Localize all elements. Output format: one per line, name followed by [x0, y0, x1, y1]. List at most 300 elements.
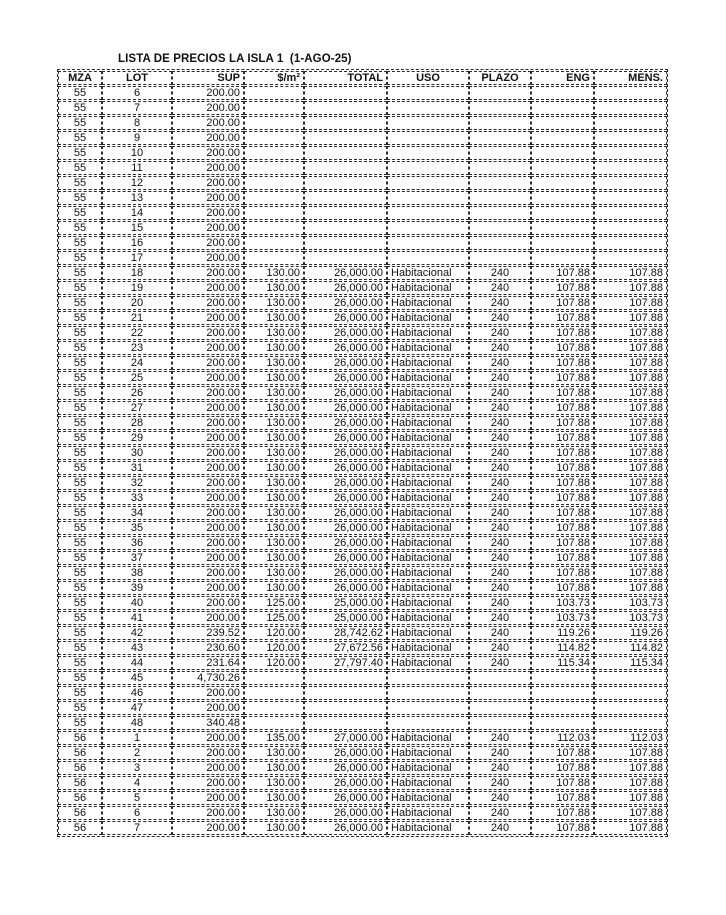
cell-sup: 200.00 [172, 326, 244, 340]
cell-lot: 2 [102, 746, 172, 760]
cell-plazo: 240 [469, 401, 531, 415]
cell-plazo: 240 [469, 311, 531, 325]
table-row [58, 806, 667, 820]
column-header-total: TOTAL [304, 71, 387, 85]
cell-plazo: 240 [469, 551, 531, 565]
cell-total [304, 236, 387, 250]
cell-pm2: 130.00 [244, 521, 304, 535]
cell-pm2: 130.00 [244, 506, 304, 520]
cell-uso: Habitacional [387, 356, 469, 370]
cell-plazo: 240 [469, 461, 531, 475]
cell-mens: 107.88 [594, 281, 667, 295]
cell-mens: 107.88 [594, 536, 667, 550]
cell-pm2: 130.00 [244, 581, 304, 595]
cell-eng: 107.88 [531, 581, 594, 595]
cell-pm2 [244, 701, 304, 715]
table-row [58, 716, 667, 730]
cell-eng [531, 716, 594, 730]
table-row [58, 731, 667, 745]
cell-total: 26,000.00 [304, 581, 387, 595]
cell-eng: 115.34 [531, 656, 594, 670]
cell-pm2: 130.00 [244, 431, 304, 445]
cell-uso: Habitacional [387, 386, 469, 400]
cell-pm2 [244, 671, 304, 685]
cell-eng: 107.88 [531, 386, 594, 400]
cell-sup: 200.00 [172, 701, 244, 715]
cell-eng: 107.88 [531, 536, 594, 550]
cell-mza: 56 [58, 731, 102, 745]
cell-plazo [469, 236, 531, 250]
cell-uso: Habitacional [387, 746, 469, 760]
cell-plazo: 240 [469, 386, 531, 400]
cell-sup: 200.00 [172, 566, 244, 580]
table-row [58, 671, 667, 685]
table-row [58, 521, 667, 535]
cell-sup: 230.60 [172, 641, 244, 655]
cell-mza: 55 [58, 131, 102, 145]
cell-plazo: 240 [469, 656, 531, 670]
cell-mza: 55 [58, 281, 102, 295]
cell-pm2: 130.00 [244, 566, 304, 580]
cell-plazo: 240 [469, 521, 531, 535]
cell-total: 27,672.56 [304, 641, 387, 655]
cell-total [304, 101, 387, 115]
cell-uso: Habitacional [387, 626, 469, 640]
cell-mens [594, 176, 667, 190]
cell-pm2 [244, 686, 304, 700]
cell-sup: 200.00 [172, 161, 244, 175]
cell-plazo: 240 [469, 596, 531, 610]
cell-plazo: 240 [469, 296, 531, 310]
cell-uso [387, 131, 469, 145]
column-header-eng: ENG [531, 71, 594, 85]
table-row [58, 461, 667, 475]
cell-lot: 33 [102, 491, 172, 505]
cell-pm2: 130.00 [244, 446, 304, 460]
cell-eng: 107.88 [531, 326, 594, 340]
cell-mza: 56 [58, 746, 102, 760]
cell-mens: 107.88 [594, 581, 667, 595]
cell-uso: Habitacional [387, 551, 469, 565]
cell-sup: 200.00 [172, 731, 244, 745]
cell-sup: 200.00 [172, 221, 244, 235]
cell-lot: 44 [102, 656, 172, 670]
cell-sup: 200.00 [172, 686, 244, 700]
cell-uso: Habitacional [387, 461, 469, 475]
cell-pm2: 130.00 [244, 791, 304, 805]
cell-total: 26,000.00 [304, 566, 387, 580]
price-list-table [57, 69, 668, 837]
cell-plazo: 240 [469, 626, 531, 640]
cell-plazo [469, 101, 531, 115]
table-row [58, 416, 667, 430]
cell-total [304, 251, 387, 265]
cell-sup: 200.00 [172, 581, 244, 595]
cell-mens: 107.88 [594, 326, 667, 340]
cell-mens: 107.88 [594, 416, 667, 430]
cell-plazo [469, 221, 531, 235]
cell-mza: 55 [58, 461, 102, 475]
column-header-lot: LOT [102, 71, 172, 85]
cell-uso [387, 101, 469, 115]
column-header-mens: MENS. [594, 71, 667, 85]
cell-mens: 107.88 [594, 266, 667, 280]
cell-mza: 55 [58, 596, 102, 610]
cell-sup: 200.00 [172, 596, 244, 610]
cell-mza: 55 [58, 671, 102, 685]
cell-plazo: 240 [469, 536, 531, 550]
cell-uso: Habitacional [387, 776, 469, 790]
cell-pm2: 130.00 [244, 761, 304, 775]
cell-eng [531, 236, 594, 250]
table-row [58, 281, 667, 295]
table-row [58, 221, 667, 235]
cell-mens [594, 701, 667, 715]
cell-mza: 56 [58, 806, 102, 820]
cell-mens: 107.88 [594, 386, 667, 400]
cell-total: 26,000.00 [304, 431, 387, 445]
cell-total: 26,000.00 [304, 311, 387, 325]
cell-lot: 29 [102, 431, 172, 445]
cell-pm2: 130.00 [244, 371, 304, 385]
cell-mens: 107.88 [594, 341, 667, 355]
cell-eng: 107.88 [531, 791, 594, 805]
cell-eng: 103.73 [531, 596, 594, 610]
table-row [58, 476, 667, 490]
cell-uso [387, 671, 469, 685]
cell-mens: 107.88 [594, 521, 667, 535]
cell-uso: Habitacional [387, 791, 469, 805]
cell-lot: 40 [102, 596, 172, 610]
cell-mza: 55 [58, 311, 102, 325]
cell-lot: 4 [102, 776, 172, 790]
cell-uso: Habitacional [387, 296, 469, 310]
cell-total: 26,000.00 [304, 776, 387, 790]
cell-mza: 55 [58, 206, 102, 220]
cell-total: 26,000.00 [304, 326, 387, 340]
cell-total: 26,000.00 [304, 281, 387, 295]
cell-pm2 [244, 221, 304, 235]
cell-sup: 200.00 [172, 296, 244, 310]
cell-pm2: 130.00 [244, 536, 304, 550]
cell-mza: 55 [58, 416, 102, 430]
cell-total [304, 176, 387, 190]
cell-pm2 [244, 176, 304, 190]
cell-total [304, 146, 387, 160]
cell-eng: 107.88 [531, 476, 594, 490]
cell-pm2: 130.00 [244, 356, 304, 370]
cell-eng: 107.88 [531, 461, 594, 475]
cell-mens: 103.73 [594, 596, 667, 610]
cell-eng: 107.88 [531, 551, 594, 565]
table-row [58, 401, 667, 415]
cell-uso: Habitacional [387, 446, 469, 460]
cell-lot: 27 [102, 401, 172, 415]
cell-mens: 103.73 [594, 611, 667, 625]
cell-lot: 41 [102, 611, 172, 625]
cell-pm2 [244, 161, 304, 175]
cell-lot: 18 [102, 266, 172, 280]
cell-plazo: 240 [469, 266, 531, 280]
cell-plazo: 240 [469, 791, 531, 805]
cell-mens: 107.88 [594, 311, 667, 325]
cell-plazo [469, 131, 531, 145]
cell-uso: Habitacional [387, 371, 469, 385]
cell-mza: 55 [58, 431, 102, 445]
cell-lot: 19 [102, 281, 172, 295]
cell-uso [387, 701, 469, 715]
cell-lot: 31 [102, 461, 172, 475]
cell-uso: Habitacional [387, 491, 469, 505]
cell-plazo: 240 [469, 746, 531, 760]
cell-lot: 42 [102, 626, 172, 640]
cell-mens [594, 116, 667, 130]
cell-eng: 107.88 [531, 746, 594, 760]
cell-sup: 200.00 [172, 416, 244, 430]
cell-sup: 200.00 [172, 806, 244, 820]
cell-eng: 107.88 [531, 296, 594, 310]
table-row [58, 506, 667, 520]
cell-mza: 55 [58, 296, 102, 310]
cell-pm2: 130.00 [244, 341, 304, 355]
cell-total [304, 131, 387, 145]
cell-lot: 26 [102, 386, 172, 400]
cell-sup: 200.00 [172, 551, 244, 565]
cell-pm2 [244, 716, 304, 730]
cell-uso: Habitacional [387, 806, 469, 820]
table-row [58, 446, 667, 460]
cell-uso: Habitacional [387, 266, 469, 280]
cell-lot: 12 [102, 176, 172, 190]
cell-pm2: 130.00 [244, 476, 304, 490]
cell-total: 28,742.62 [304, 626, 387, 640]
table-row [58, 116, 667, 130]
cell-total: 26,000.00 [304, 401, 387, 415]
cell-lot: 36 [102, 536, 172, 550]
cell-mza: 55 [58, 341, 102, 355]
cell-mens: 107.88 [594, 506, 667, 520]
cell-eng [531, 86, 594, 100]
cell-lot: 37 [102, 551, 172, 565]
cell-total: 26,000.00 [304, 536, 387, 550]
cell-total: 26,000.00 [304, 266, 387, 280]
cell-uso: Habitacional [387, 521, 469, 535]
table-row [58, 656, 667, 670]
cell-mens: 107.88 [594, 491, 667, 505]
cell-mza: 55 [58, 251, 102, 265]
cell-mens: 107.88 [594, 356, 667, 370]
table-row [58, 431, 667, 445]
cell-mens [594, 161, 667, 175]
cell-mens: 107.88 [594, 806, 667, 820]
cell-total: 26,000.00 [304, 446, 387, 460]
cell-uso: Habitacional [387, 416, 469, 430]
cell-mens [594, 716, 667, 730]
cell-lot: 6 [102, 806, 172, 820]
cell-lot: 20 [102, 296, 172, 310]
cell-mens: 107.88 [594, 566, 667, 580]
cell-uso [387, 251, 469, 265]
cell-total: 27,000.00 [304, 731, 387, 745]
cell-uso [387, 146, 469, 160]
cell-mens [594, 671, 667, 685]
cell-lot: 23 [102, 341, 172, 355]
cell-pm2: 130.00 [244, 746, 304, 760]
cell-mza: 55 [58, 161, 102, 175]
cell-sup: 200.00 [172, 791, 244, 805]
cell-lot: 10 [102, 146, 172, 160]
cell-total: 26,000.00 [304, 296, 387, 310]
cell-sup: 200.00 [172, 251, 244, 265]
cell-sup: 239.52 [172, 626, 244, 640]
cell-eng: 107.88 [531, 506, 594, 520]
cell-lot: 1 [102, 731, 172, 745]
cell-pm2: 130.00 [244, 281, 304, 295]
cell-mens [594, 251, 667, 265]
cell-mens: 107.88 [594, 401, 667, 415]
cell-eng: 107.88 [531, 266, 594, 280]
cell-pm2 [244, 206, 304, 220]
cell-sup: 200.00 [172, 746, 244, 760]
cell-uso [387, 716, 469, 730]
cell-sup: 200.00 [172, 311, 244, 325]
cell-pm2: 120.00 [244, 626, 304, 640]
cell-uso: Habitacional [387, 566, 469, 580]
cell-pm2: 130.00 [244, 266, 304, 280]
cell-lot: 38 [102, 566, 172, 580]
cell-mens: 107.88 [594, 761, 667, 775]
cell-mens: 107.88 [594, 776, 667, 790]
cell-mza: 55 [58, 641, 102, 655]
table-row [58, 266, 667, 280]
cell-plazo [469, 206, 531, 220]
cell-plazo [469, 671, 531, 685]
cell-mza: 56 [58, 761, 102, 775]
cell-pm2: 125.00 [244, 611, 304, 625]
table-row [58, 761, 667, 775]
cell-sup: 200.00 [172, 101, 244, 115]
cell-sup: 200.00 [172, 476, 244, 490]
cell-uso [387, 86, 469, 100]
cell-mens: 114.82 [594, 641, 667, 655]
cell-total: 26,000.00 [304, 341, 387, 355]
cell-lot: 46 [102, 686, 172, 700]
cell-mza: 56 [58, 791, 102, 805]
cell-lot: 34 [102, 506, 172, 520]
cell-pm2: 130.00 [244, 821, 304, 835]
table-row [58, 236, 667, 250]
cell-pm2: 130.00 [244, 806, 304, 820]
table-row [58, 176, 667, 190]
cell-uso: Habitacional [387, 656, 469, 670]
cell-pm2: 130.00 [244, 416, 304, 430]
table-row [58, 701, 667, 715]
cell-uso: Habitacional [387, 641, 469, 655]
cell-total: 26,000.00 [304, 761, 387, 775]
table-header-row [58, 71, 667, 85]
cell-total [304, 671, 387, 685]
cell-uso [387, 116, 469, 130]
cell-pm2: 130.00 [244, 491, 304, 505]
cell-mens [594, 191, 667, 205]
cell-plazo: 240 [469, 761, 531, 775]
table-row [58, 191, 667, 205]
cell-sup: 200.00 [172, 821, 244, 835]
cell-uso [387, 236, 469, 250]
cell-lot: 16 [102, 236, 172, 250]
cell-eng [531, 671, 594, 685]
table-row [58, 596, 667, 610]
cell-mza: 55 [58, 386, 102, 400]
cell-eng: 112.03 [531, 731, 594, 745]
cell-eng [531, 251, 594, 265]
cell-total [304, 116, 387, 130]
cell-mza: 55 [58, 401, 102, 415]
cell-total: 26,000.00 [304, 371, 387, 385]
cell-mza: 55 [58, 566, 102, 580]
table-row [58, 296, 667, 310]
cell-eng [531, 176, 594, 190]
cell-plazo: 240 [469, 446, 531, 460]
cell-eng: 119.26 [531, 626, 594, 640]
cell-lot: 8 [102, 116, 172, 130]
cell-plazo: 240 [469, 491, 531, 505]
cell-plazo [469, 176, 531, 190]
cell-uso: Habitacional [387, 431, 469, 445]
cell-lot: 39 [102, 581, 172, 595]
cell-mza: 55 [58, 101, 102, 115]
cell-plazo [469, 146, 531, 160]
column-header-mza: MZA [58, 71, 102, 85]
cell-uso: Habitacional [387, 611, 469, 625]
cell-mza: 55 [58, 86, 102, 100]
cell-total: 26,000.00 [304, 416, 387, 430]
cell-lot: 24 [102, 356, 172, 370]
cell-mens: 107.88 [594, 296, 667, 310]
table-row [58, 626, 667, 640]
cell-eng [531, 191, 594, 205]
cell-lot: 28 [102, 416, 172, 430]
cell-plazo: 240 [469, 416, 531, 430]
cell-eng: 107.88 [531, 356, 594, 370]
cell-mens: 107.88 [594, 431, 667, 445]
table-row [58, 326, 667, 340]
cell-mza: 55 [58, 686, 102, 700]
cell-sup: 340.48 [172, 716, 244, 730]
column-header-sup: SUP [172, 71, 244, 85]
table-row [58, 581, 667, 595]
cell-sup: 200.00 [172, 236, 244, 250]
cell-plazo [469, 716, 531, 730]
cell-mza: 55 [58, 626, 102, 640]
cell-total: 26,000.00 [304, 551, 387, 565]
cell-total: 26,000.00 [304, 476, 387, 490]
cell-total [304, 686, 387, 700]
cell-pm2: 130.00 [244, 461, 304, 475]
cell-sup: 200.00 [172, 86, 244, 100]
cell-pm2: 130.00 [244, 386, 304, 400]
cell-eng: 107.88 [531, 371, 594, 385]
cell-pm2: 120.00 [244, 641, 304, 655]
cell-plazo: 240 [469, 506, 531, 520]
cell-lot: 22 [102, 326, 172, 340]
cell-plazo [469, 191, 531, 205]
cell-mza: 55 [58, 221, 102, 235]
cell-mza: 55 [58, 506, 102, 520]
cell-mens [594, 236, 667, 250]
cell-sup: 200.00 [172, 206, 244, 220]
cell-eng [531, 206, 594, 220]
